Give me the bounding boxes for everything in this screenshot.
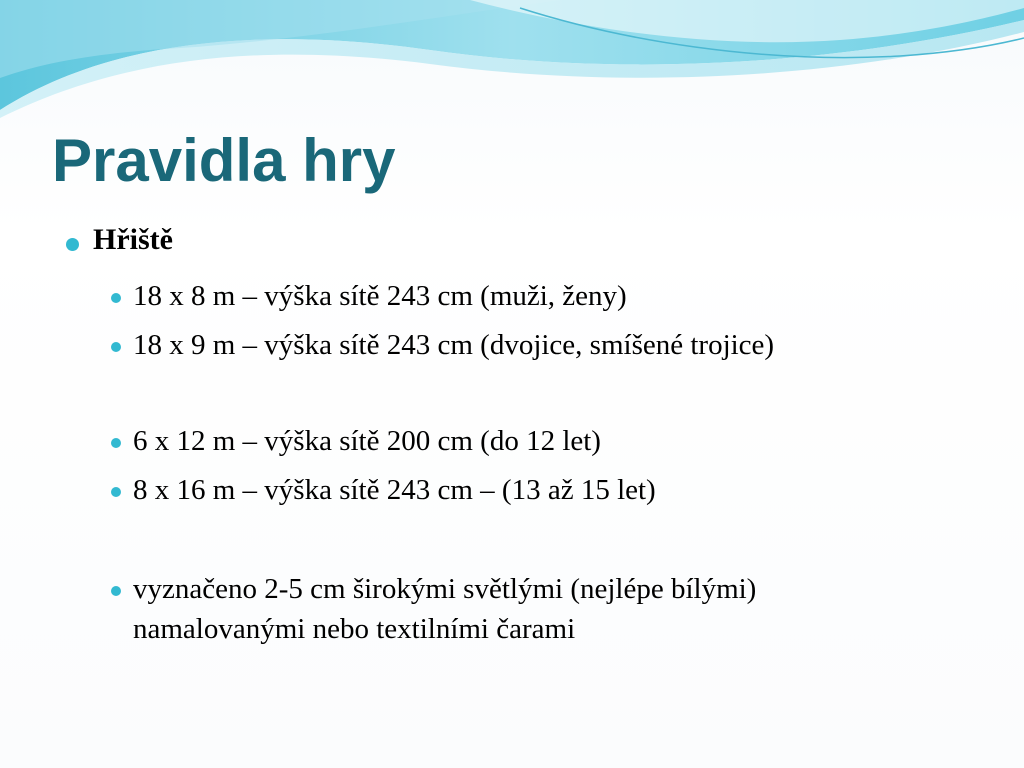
bullet-icon xyxy=(111,487,121,497)
list-item: 8 x 16 m – výška sítě 243 cm – (13 až 15 let) xyxy=(133,474,656,506)
section-heading: Hřiště xyxy=(93,223,173,256)
list-item: 18 x 9 m – výška sítě 243 cm (dvojice, smíšené trojice) xyxy=(133,329,775,361)
list-item: 18 x 8 m – výška sítě 243 cm (muži, ženy) xyxy=(133,280,627,312)
bullet-icon xyxy=(111,586,121,596)
list-item: 6 x 12 m – výška sítě 200 cm (do 12 let) xyxy=(133,425,601,457)
bullet-icon xyxy=(111,293,121,303)
bullet-icon xyxy=(111,438,121,448)
slide-title: Pravidla hry xyxy=(52,127,396,194)
list-item: vyznačeno 2-5 cm širokými světlými (nejlépe bílými) namalovanými nebo textilními čarami xyxy=(133,573,757,645)
bullet-icon xyxy=(111,342,121,352)
bullet-icon xyxy=(66,238,79,251)
